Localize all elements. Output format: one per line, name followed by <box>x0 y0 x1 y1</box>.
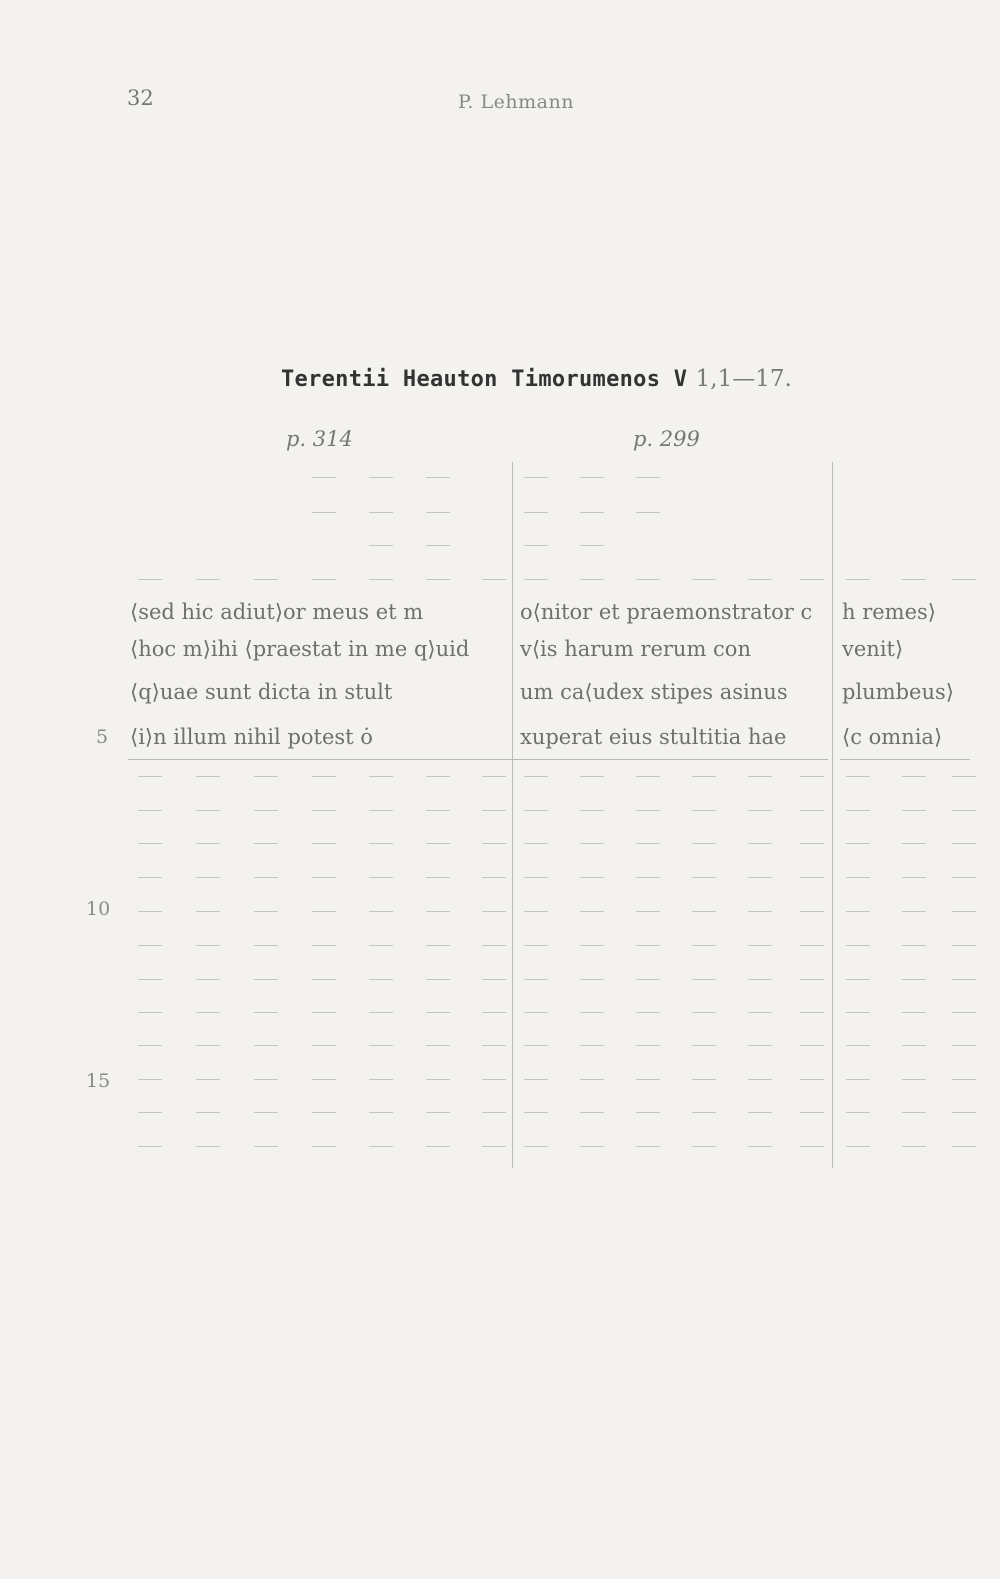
lacuna-dash <box>196 1112 220 1113</box>
lacuna-dash <box>580 1146 604 1147</box>
lacuna-dash <box>254 911 278 912</box>
lacuna-dash <box>636 512 660 513</box>
lacuna-dash <box>138 1012 162 1013</box>
lacuna-dash <box>580 1112 604 1113</box>
lacuna-dash <box>138 1079 162 1080</box>
lacuna-dash <box>196 911 220 912</box>
lacuna-dash <box>138 979 162 980</box>
lacuna-dash <box>524 1146 548 1147</box>
lacuna-dash <box>846 776 870 777</box>
lacuna-dash <box>138 843 162 844</box>
lacuna-dash <box>846 945 870 946</box>
lacuna-dash <box>952 776 976 777</box>
lacuna-dash <box>748 1146 772 1147</box>
col3-line-4: ⟨c omnia⟩ <box>842 725 943 749</box>
lacuna-dash <box>846 843 870 844</box>
lacuna-dash <box>138 776 162 777</box>
lacuna-dash <box>902 979 926 980</box>
lacuna-dash <box>138 911 162 912</box>
lacuna-dash <box>846 1079 870 1080</box>
lacuna-dash <box>426 1146 450 1147</box>
lacuna-dash <box>952 579 976 580</box>
lacuna-dash <box>369 1045 393 1046</box>
lacuna-dash <box>748 1112 772 1113</box>
lacuna-dash <box>580 545 604 546</box>
lacuna-dash <box>524 579 548 580</box>
lacuna-dash <box>369 843 393 844</box>
lacuna-dash <box>636 477 660 478</box>
lacuna-dash <box>800 579 824 580</box>
lacuna-dash <box>196 1079 220 1080</box>
col1-line-3: ⟨q⟩uae sunt dicta in stult <box>130 680 393 704</box>
lacuna-dash <box>524 512 548 513</box>
lacuna-dash <box>902 843 926 844</box>
lacuna-dash <box>524 1079 548 1080</box>
lacuna-dash <box>800 911 824 912</box>
col2-line-3: um ca⟨udex stipes asinus <box>520 680 788 704</box>
lacuna-dash <box>524 843 548 844</box>
lacuna-dash <box>952 1012 976 1013</box>
lacuna-dash <box>748 877 772 878</box>
lacuna-dash <box>482 1045 506 1046</box>
lacuna-dash <box>692 579 716 580</box>
lacuna-dash <box>426 843 450 844</box>
column-divider-1 <box>512 462 513 1168</box>
lacuna-dash <box>312 843 336 844</box>
lacuna-dash <box>312 1146 336 1147</box>
lacuna-dash <box>482 810 506 811</box>
lacuna-dash <box>138 579 162 580</box>
lacuna-dash <box>482 877 506 878</box>
lacuna-dash <box>524 477 548 478</box>
lacuna-dash <box>482 1146 506 1147</box>
lacuna-dash <box>846 1012 870 1013</box>
lacuna-dash <box>902 579 926 580</box>
lacuna-dash <box>846 579 870 580</box>
lacuna-dash <box>196 1012 220 1013</box>
lacuna-dash <box>952 877 976 878</box>
lacuna-dash <box>482 979 506 980</box>
lacuna-dash <box>196 776 220 777</box>
lacuna-dash <box>196 810 220 811</box>
col2-line-4: xuperat eius stultitia hae <box>520 725 787 749</box>
lacuna-dash <box>524 877 548 878</box>
lacuna-dash <box>254 945 278 946</box>
text-block-underline <box>128 759 828 760</box>
lacuna-dash <box>636 1045 660 1046</box>
lacuna-dash <box>196 945 220 946</box>
lacuna-dash <box>138 1045 162 1046</box>
lacuna-dash <box>692 945 716 946</box>
col1-line-4: ⟨i⟩n illum nihil potest ȯ <box>130 725 373 749</box>
lacuna-dash <box>636 945 660 946</box>
page-number: 32 <box>127 86 154 110</box>
lacuna-dash <box>902 1012 926 1013</box>
lacuna-dash <box>692 877 716 878</box>
lacuna-dash <box>692 1112 716 1113</box>
lacuna-dash <box>312 945 336 946</box>
lacuna-dash <box>846 1112 870 1113</box>
lacuna-dash <box>426 877 450 878</box>
lacuna-dash <box>196 1146 220 1147</box>
lacuna-dash <box>312 979 336 980</box>
lacuna-dash <box>692 1146 716 1147</box>
lacuna-dash <box>952 843 976 844</box>
lacuna-dash <box>312 579 336 580</box>
column-head-left: p. 314 <box>286 427 353 451</box>
lacuna-dash <box>580 579 604 580</box>
lacuna-dash <box>369 979 393 980</box>
lacuna-dash <box>482 911 506 912</box>
lacuna-dash <box>426 579 450 580</box>
lacuna-dash <box>748 843 772 844</box>
lacuna-dash <box>952 1045 976 1046</box>
lacuna-dash <box>482 945 506 946</box>
lacuna-dash <box>580 776 604 777</box>
lacuna-dash <box>138 810 162 811</box>
lacuna-dash <box>748 579 772 580</box>
lacuna-dash <box>524 1045 548 1046</box>
lacuna-dash <box>369 1146 393 1147</box>
lacuna-dash <box>426 810 450 811</box>
lacuna-dash <box>748 911 772 912</box>
lacuna-dash <box>692 979 716 980</box>
lacuna-dash <box>846 877 870 878</box>
lacuna-dash <box>426 911 450 912</box>
lacuna-dash <box>196 979 220 980</box>
lacuna-dash <box>254 776 278 777</box>
lacuna-dash <box>312 1045 336 1046</box>
lacuna-dash <box>636 776 660 777</box>
lacuna-dash <box>524 545 548 546</box>
lacuna-dash <box>692 843 716 844</box>
lacuna-dash <box>369 877 393 878</box>
lacuna-dash <box>426 776 450 777</box>
text-block-underline-right <box>840 759 970 760</box>
lacuna-dash <box>524 979 548 980</box>
lacuna-dash <box>312 776 336 777</box>
lacuna-dash <box>748 1012 772 1013</box>
lacuna-dash <box>482 843 506 844</box>
lacuna-dash <box>902 1045 926 1046</box>
lacuna-dash <box>902 776 926 777</box>
lacuna-dash <box>138 1146 162 1147</box>
lacuna-dash <box>902 1112 926 1113</box>
lacuna-dash <box>524 810 548 811</box>
lacuna-dash <box>524 1112 548 1113</box>
lacuna-dash <box>952 979 976 980</box>
lacuna-dash <box>748 979 772 980</box>
lacuna-dash <box>196 1045 220 1046</box>
lacuna-dash <box>902 1079 926 1080</box>
lacuna-dash <box>482 1079 506 1080</box>
lacuna-dash <box>580 911 604 912</box>
column-head-right: p. 299 <box>633 427 700 451</box>
lacuna-dash <box>800 979 824 980</box>
lacuna-dash <box>312 1079 336 1080</box>
running-head: P. Lehmann <box>458 91 574 113</box>
lacuna-dash <box>312 512 336 513</box>
lacuna-dash <box>426 477 450 478</box>
lacuna-dash <box>800 810 824 811</box>
lacuna-dash <box>692 776 716 777</box>
lacuna-dash <box>254 843 278 844</box>
lacuna-dash <box>580 843 604 844</box>
lacuna-dash <box>952 911 976 912</box>
lacuna-dash <box>312 1012 336 1013</box>
col2-line-2: v⟨is harum rerum con <box>520 637 751 661</box>
lacuna-dash <box>426 979 450 980</box>
lacuna-dash <box>580 1012 604 1013</box>
lacuna-dash <box>426 1045 450 1046</box>
lacuna-dash <box>254 1146 278 1147</box>
lacuna-dash <box>482 1112 506 1113</box>
lacuna-dash <box>196 579 220 580</box>
lacuna-dash <box>846 1146 870 1147</box>
lacuna-dash <box>952 1146 976 1147</box>
lacuna-dash <box>952 1079 976 1080</box>
lacuna-dash <box>580 1045 604 1046</box>
lacuna-dash <box>902 810 926 811</box>
lacuna-dash <box>312 810 336 811</box>
lacuna-dash <box>254 810 278 811</box>
lacuna-dash <box>952 1112 976 1113</box>
lacuna-dash <box>902 877 926 878</box>
lacuna-dash <box>369 545 393 546</box>
lacuna-dash <box>426 1112 450 1113</box>
lacuna-dash <box>524 776 548 777</box>
lacuna-dash <box>312 1112 336 1113</box>
title-main: Terentii Heauton Timorumenos V <box>281 367 688 392</box>
lacuna-dash <box>800 945 824 946</box>
lacuna-dash <box>636 1012 660 1013</box>
lacuna-dash <box>482 579 506 580</box>
lacuna-dash <box>692 1012 716 1013</box>
lacuna-dash <box>254 979 278 980</box>
lacuna-dash <box>800 1045 824 1046</box>
lacuna-dash <box>800 1012 824 1013</box>
lacuna-dash <box>846 810 870 811</box>
lacuna-dash <box>580 810 604 811</box>
lacuna-dash <box>369 1079 393 1080</box>
lacuna-dash <box>636 877 660 878</box>
lacuna-dash <box>636 1112 660 1113</box>
lacuna-dash <box>426 1012 450 1013</box>
lacuna-dash <box>312 477 336 478</box>
lacuna-dash <box>636 1146 660 1147</box>
lacuna-dash <box>580 945 604 946</box>
col3-line-2: venit⟩ <box>842 637 904 661</box>
lacuna-dash <box>254 579 278 580</box>
lacuna-dash <box>692 1079 716 1080</box>
lacuna-dash <box>369 810 393 811</box>
lacuna-dash <box>138 877 162 878</box>
lacuna-dash <box>952 945 976 946</box>
col3-line-1: h remes⟩ <box>842 600 936 624</box>
lacuna-dash <box>426 1079 450 1080</box>
lacuna-dash <box>748 810 772 811</box>
lacuna-dash <box>369 1012 393 1013</box>
lacuna-dash <box>800 843 824 844</box>
lacuna-dash <box>748 776 772 777</box>
lacuna-dash <box>636 810 660 811</box>
lacuna-dash <box>580 979 604 980</box>
lacuna-dash <box>580 1079 604 1080</box>
lacuna-dash <box>524 1012 548 1013</box>
lacuna-dash <box>254 1045 278 1046</box>
lacuna-dash <box>369 477 393 478</box>
line-number-15: 15 <box>86 1070 111 1092</box>
lacuna-dash <box>369 512 393 513</box>
lacuna-dash <box>636 911 660 912</box>
lacuna-dash <box>748 1079 772 1080</box>
line-number-5: 5 <box>96 726 109 748</box>
lacuna-dash <box>524 945 548 946</box>
lacuna-dash <box>748 1045 772 1046</box>
lacuna-dash <box>369 911 393 912</box>
lacuna-dash <box>138 1112 162 1113</box>
lacuna-dash <box>580 877 604 878</box>
column-divider-2 <box>832 462 833 1168</box>
line-number-10: 10 <box>86 898 111 920</box>
col2-line-1: o⟨nitor et praemonstrator c <box>520 600 813 624</box>
col3-line-3: plumbeus⟩ <box>842 680 954 704</box>
lacuna-dash <box>800 1112 824 1113</box>
lacuna-dash <box>369 945 393 946</box>
lacuna-dash <box>952 810 976 811</box>
lacuna-dash <box>580 512 604 513</box>
document-title <box>281 363 792 393</box>
lacuna-dash <box>369 579 393 580</box>
lacuna-dash <box>748 945 772 946</box>
lacuna-dash <box>254 1112 278 1113</box>
lacuna-dash <box>800 776 824 777</box>
lacuna-dash <box>902 945 926 946</box>
lacuna-dash <box>636 979 660 980</box>
lacuna-dash <box>196 877 220 878</box>
lacuna-dash <box>312 911 336 912</box>
lacuna-dash <box>426 945 450 946</box>
lacuna-dash <box>800 877 824 878</box>
lacuna-dash <box>902 1146 926 1147</box>
lacuna-dash <box>369 1112 393 1113</box>
lacuna-dash <box>482 1012 506 1013</box>
lacuna-dash <box>636 843 660 844</box>
lacuna-dash <box>636 579 660 580</box>
lacuna-dash <box>426 512 450 513</box>
title-reference: 1,1—17. <box>695 366 792 392</box>
lacuna-dash <box>580 477 604 478</box>
lacuna-dash <box>846 979 870 980</box>
lacuna-dash <box>692 911 716 912</box>
lacuna-dash <box>800 1146 824 1147</box>
lacuna-dash <box>138 945 162 946</box>
lacuna-dash <box>254 877 278 878</box>
lacuna-dash <box>482 776 506 777</box>
lacuna-dash <box>902 911 926 912</box>
col1-line-2: ⟨hoc m⟩ihi ⟨praestat in me q⟩uid <box>130 637 470 661</box>
col1-line-1: ⟨sed hic adiut⟩or meus et m <box>130 600 424 624</box>
lacuna-dash <box>254 1012 278 1013</box>
lacuna-dash <box>369 776 393 777</box>
lacuna-dash <box>426 545 450 546</box>
lacuna-dash <box>636 1079 660 1080</box>
lacuna-dash <box>312 877 336 878</box>
lacuna-dash <box>846 1045 870 1046</box>
lacuna-dash <box>196 843 220 844</box>
lacuna-dash <box>692 1045 716 1046</box>
lacuna-dash <box>800 1079 824 1080</box>
lacuna-dash <box>524 911 548 912</box>
lacuna-dash <box>692 810 716 811</box>
lacuna-dash <box>846 911 870 912</box>
lacuna-dash <box>254 1079 278 1080</box>
